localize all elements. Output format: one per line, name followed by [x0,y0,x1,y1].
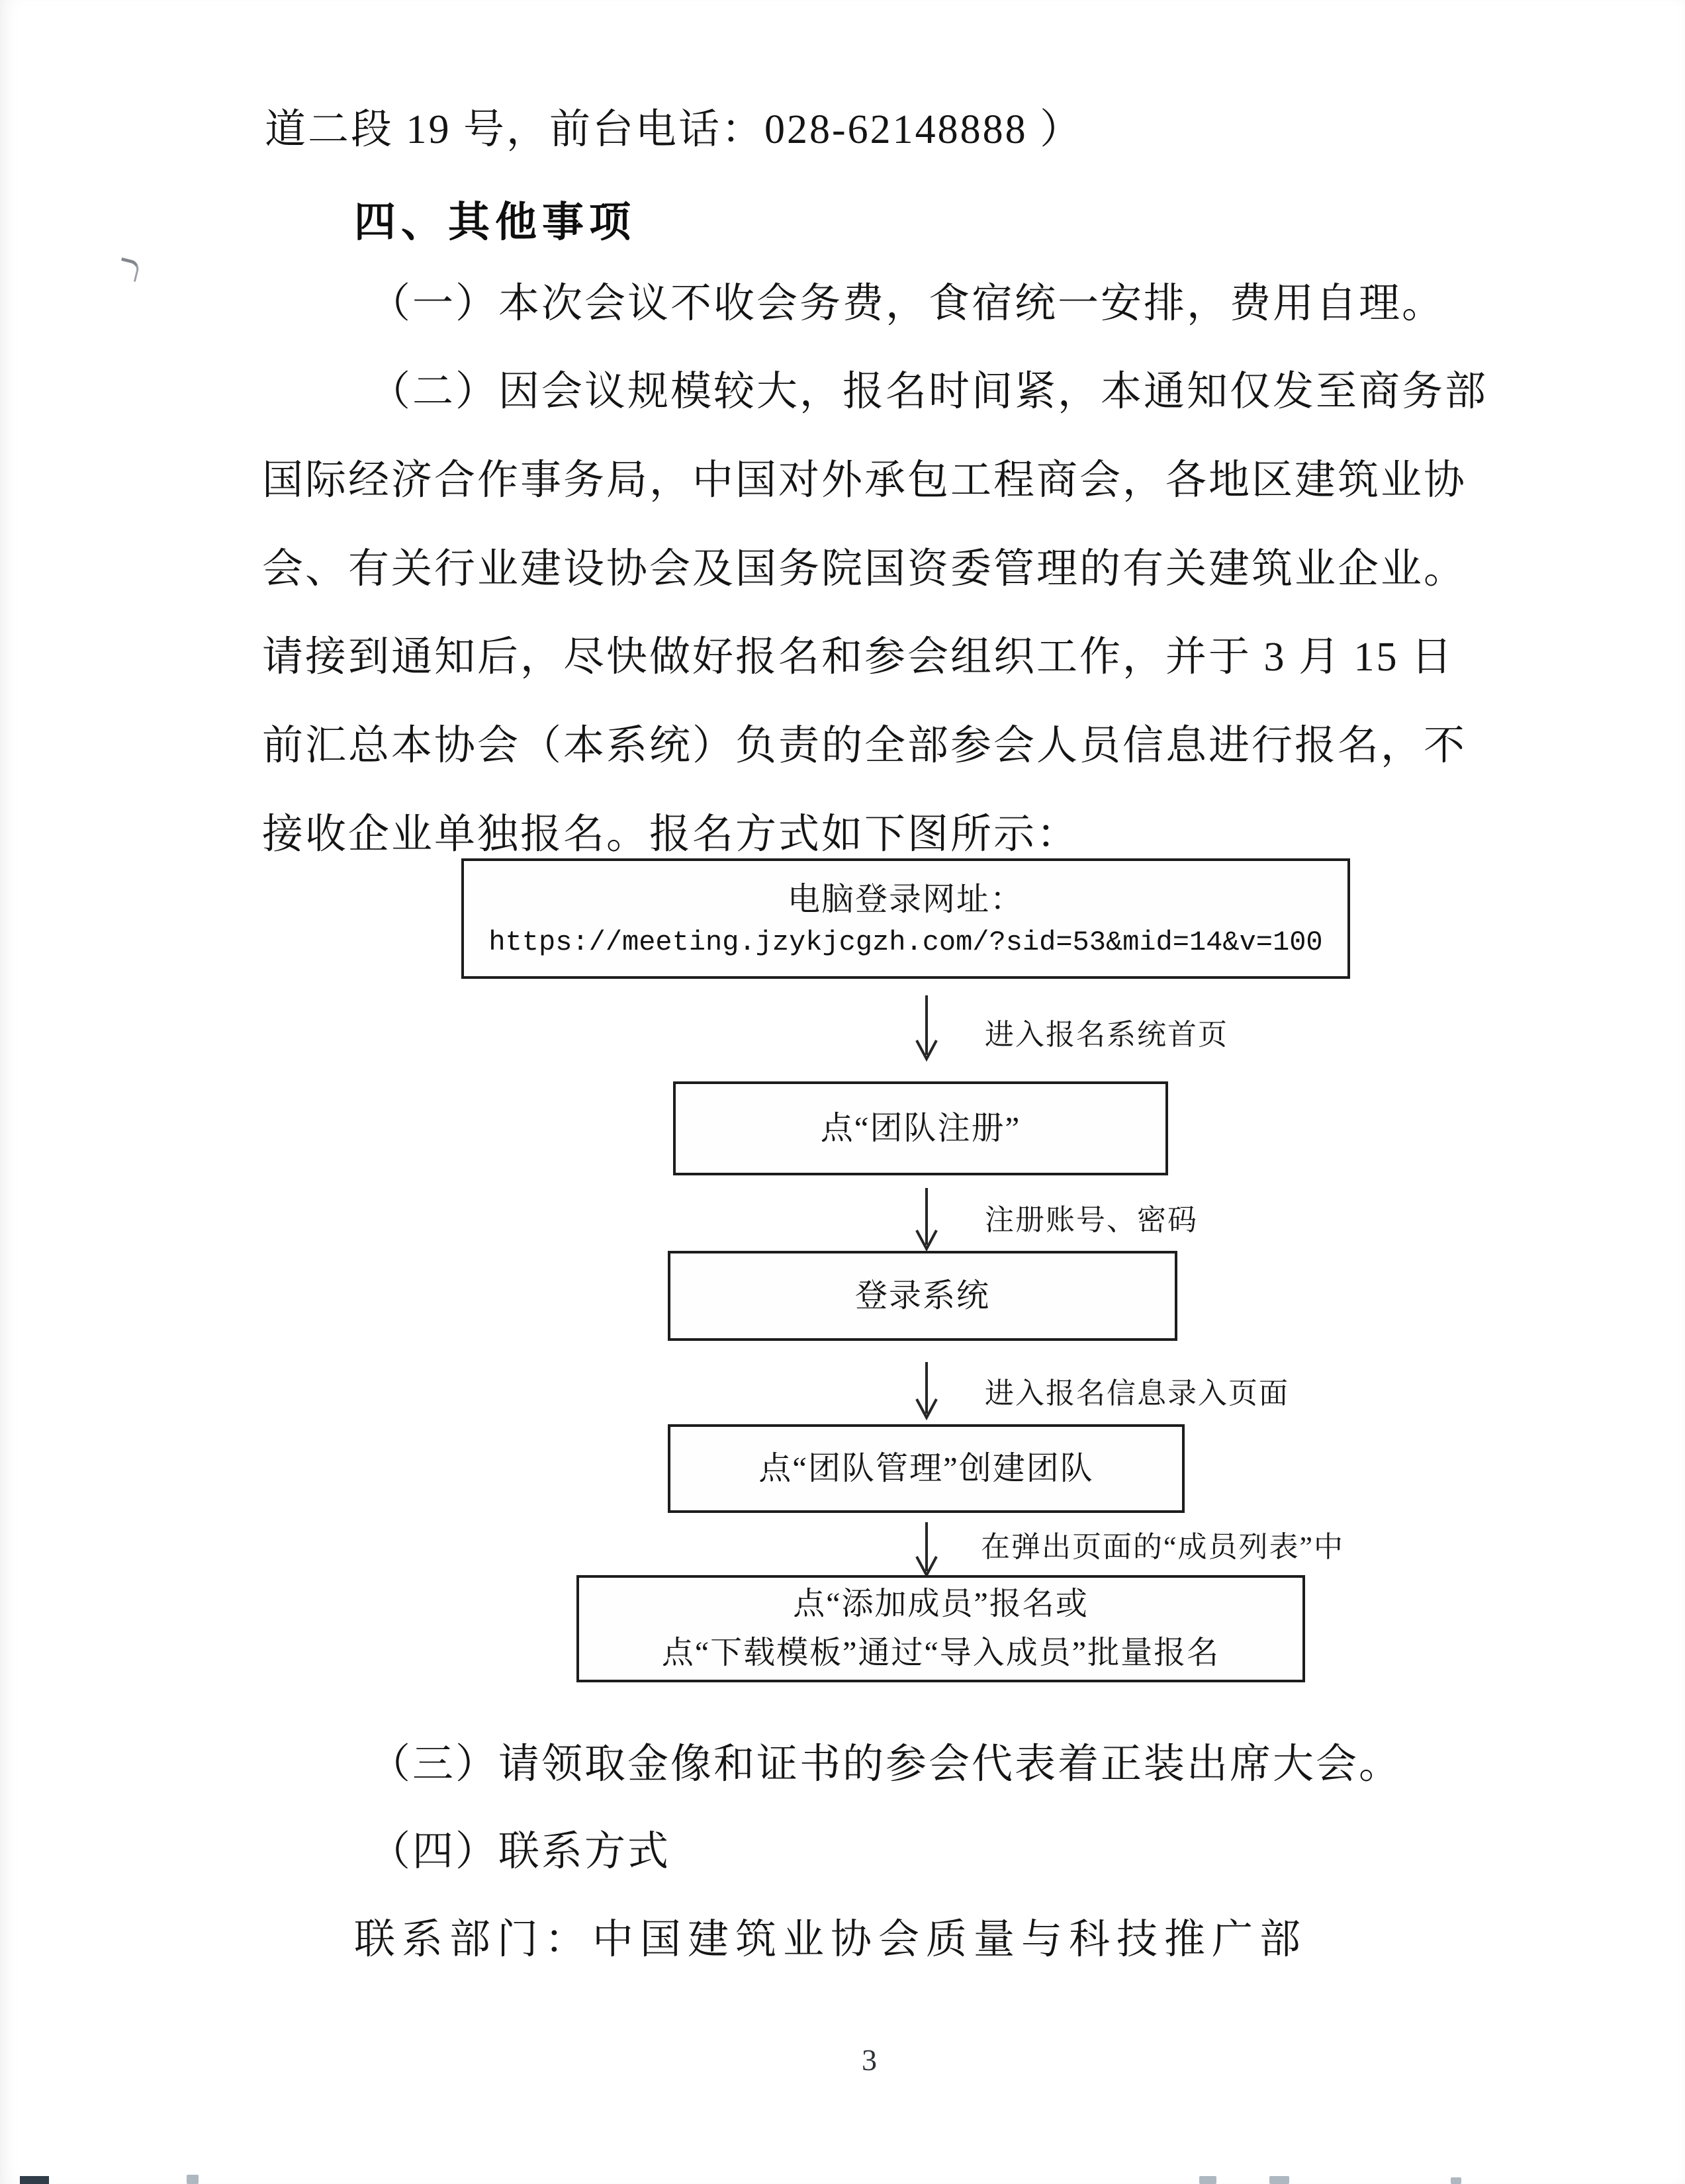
flowchart-box1-url: https://meeting.jzykjcgzh.com/?sid=53&mid=14&v=100 [488,927,1323,958]
flowchart-step1-label: 进入报名系统首页 [985,1019,1228,1051]
flowchart-step2-label: 注册账号、密码 [985,1204,1198,1236]
item-1: （一）本次会议不收会务费，食宿统一安排，费用自理。 [369,281,1445,326]
scan-artifact-speck [117,257,141,282]
flowchart-box-team-register [673,1081,1168,1175]
flowchart-step4-label: 在弹出页面的“成员列表”中 [981,1531,1345,1563]
flowchart-box-team-manage [668,1424,1185,1513]
item-4: （四）联系方式 [369,1829,671,1874]
flowchart-box1-title: 电脑登录网址： [787,881,1024,917]
flowchart-step3-label: 进入报名信息录入页面 [985,1377,1289,1410]
section-heading: 四、其他事项 [354,199,636,246]
flowchart-box5-line2: 点“下载模板”通过“导入成员”批量报名 [661,1635,1220,1670]
item-2-line-5: 前汇总本协会（本系统）负责的全部参会人员信息进行报名，不 [262,723,1467,768]
flowchart-box5-line1: 点“添加成员”报名或 [793,1586,1089,1621]
flowchart-box4-text: 点“团队管理”创建团队 [758,1450,1094,1486]
scan-artifact-edge [1199,2176,1216,2184]
item-2-line-6: 接收企业单独报名。报名方式如下图所示： [262,812,1080,857]
down-arrow-icon [911,1361,942,1422]
body-line-address: 道二段 19 号，前台电话：028-62148888 ） [265,107,1083,152]
down-arrow-icon [911,1521,942,1579]
flowchart-box-login-url [461,858,1350,979]
scan-artifact-edge [1269,2176,1289,2184]
scan-artifact-edge [1451,2177,1461,2184]
down-arrow-icon [911,994,942,1063]
item-2-line-1: （二）因会议规模较大，报名时间紧，本通知仅发至商务部 [369,369,1488,414]
down-arrow-icon [911,1187,942,1253]
item-2-line-2: 国际经济合作事务局，中国对外承包工程商会，各地区建筑业协 [262,458,1467,503]
page-number: 3 [862,2043,878,2077]
flowchart-box-add-members [576,1575,1305,1682]
scan-artifact-edge [20,2176,49,2184]
flowchart-box3-text: 登录系统 [854,1277,990,1314]
flowchart-box-login-system [668,1251,1177,1341]
contact-department-line: 联系部门：中国建筑业协会质量与科技推广部 [354,1917,1308,1962]
item-2-line-3: 会、有关行业建设协会及国务院国资委管理的有关建筑业企业。 [262,547,1467,592]
flowchart-box2-text: 点“团队注册” [820,1110,1021,1146]
item-3: （三）请领取金像和证书的参会代表着正装出席大会。 [369,1742,1402,1787]
item-2-line-4: 请接到通知后，尽快做好报名和参会组织工作，并于 3 月 15 日 [262,635,1455,680]
scan-artifact-edge [187,2175,199,2184]
